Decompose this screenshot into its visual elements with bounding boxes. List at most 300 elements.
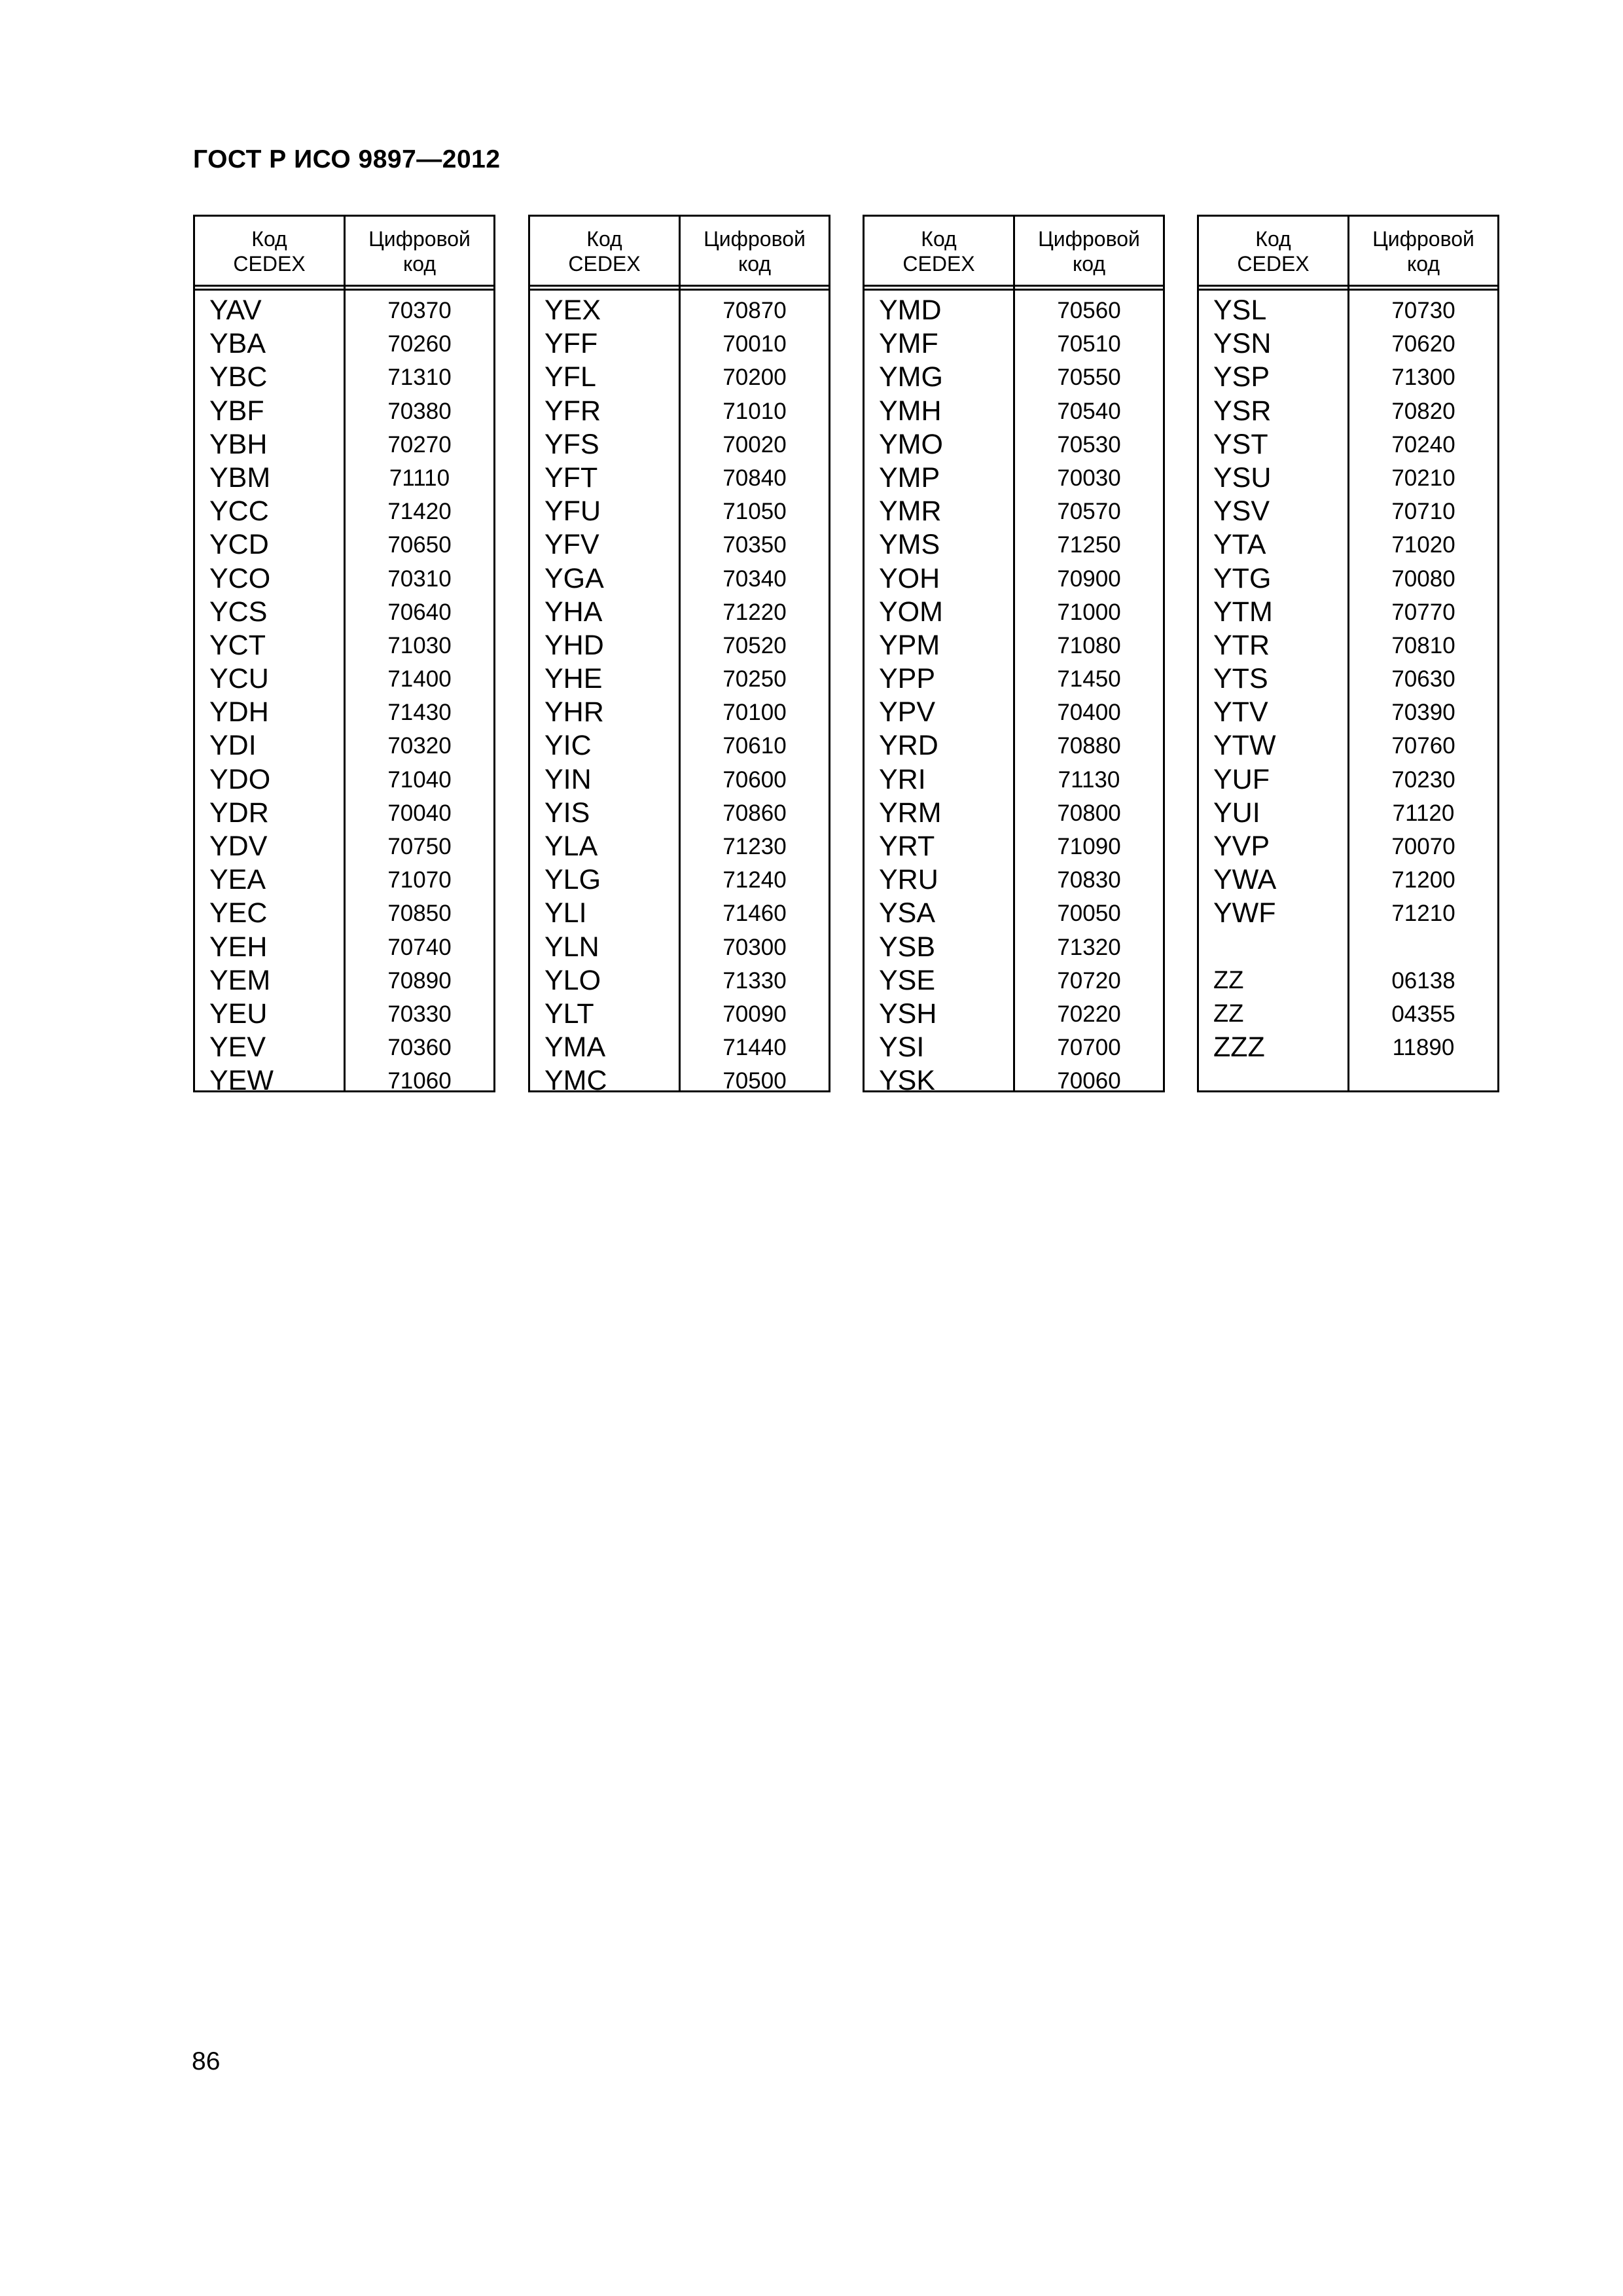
numeric-code: 70310: [387, 565, 452, 592]
numeric-code: 70710: [1391, 499, 1455, 525]
numeric-code: 70640: [387, 599, 452, 625]
table-row: [1199, 897, 1497, 930]
numeric-code: 06138: [1391, 967, 1455, 994]
table-row: [1199, 528, 1497, 562]
numeric-code: 71440: [722, 1035, 787, 1061]
numeric-code: 70740: [387, 934, 452, 960]
cedex-code: YLO: [544, 964, 601, 996]
cedex-code: YAV: [209, 295, 262, 326]
table-row: [1199, 294, 1497, 327]
cedex-code: YBF: [209, 395, 264, 427]
cedex-code: YFL: [544, 361, 596, 393]
cedex-code: YCS: [209, 596, 268, 628]
cedex-code: YSI: [879, 1031, 925, 1064]
numeric-code: 70060: [1057, 1068, 1121, 1094]
table-row: [195, 361, 493, 394]
table-row: [530, 830, 829, 863]
table-row: [865, 729, 1163, 762]
cedex-code: YEM: [209, 964, 271, 996]
table-row: [530, 428, 829, 461]
numeric-code: 70050: [1057, 901, 1121, 927]
table-row: [1199, 696, 1497, 729]
cedex-code: YMP: [879, 461, 940, 493]
table-row: [195, 562, 493, 596]
cedex-code: YCD: [209, 529, 269, 561]
table-row: [195, 797, 493, 830]
numeric-code: 71050: [722, 499, 787, 525]
cedex-code: YMS: [879, 529, 940, 561]
numeric-code: 70400: [1057, 700, 1121, 726]
cedex-code: YSU: [1213, 461, 1272, 493]
numeric-code: 70840: [722, 465, 787, 491]
cedex-code: ZZ: [1213, 999, 1244, 1028]
numeric-code: 70630: [1391, 666, 1455, 692]
table-row: [865, 528, 1163, 562]
cedex-code: YST: [1213, 428, 1268, 460]
table-row: [530, 931, 829, 964]
cedex-code: YGA: [544, 562, 604, 594]
table-row: [865, 696, 1163, 729]
cedex-code: YCU: [209, 663, 269, 695]
numeric-code: 04355: [1391, 1001, 1455, 1027]
table-row: [530, 461, 829, 495]
numeric-code: 71120: [1392, 800, 1455, 826]
cedex-code: YCO: [209, 562, 271, 594]
numeric-code: 71220: [722, 599, 787, 625]
numeric-code: 70080: [1391, 565, 1455, 592]
numeric-code: 71020: [1391, 532, 1455, 558]
cedex-code: YDI: [209, 730, 257, 762]
numeric-code: 70520: [722, 632, 787, 658]
numeric-code: 70530: [1057, 431, 1121, 457]
cedex-code: YEV: [209, 1031, 266, 1064]
table-row: [195, 964, 493, 997]
cedex-code: YEW: [209, 1065, 274, 1097]
table-row: [1199, 1031, 1497, 1064]
numeric-code: 70350: [722, 532, 787, 558]
numeric-code: 70560: [1057, 298, 1121, 323]
numeric-code: 71300: [1391, 365, 1455, 391]
header-cedex-code: Код CEDEX: [568, 227, 641, 276]
table-rows: [1199, 294, 1497, 1064]
numeric-code: 71040: [387, 766, 452, 793]
header-numeric-code: Цифровой код: [368, 227, 471, 276]
cedex-code: YRT: [879, 831, 935, 862]
cedex-code: YFT: [544, 461, 598, 493]
cedex-code: YTA: [1213, 529, 1266, 561]
table-row: [530, 662, 829, 696]
numeric-code: 70240: [1391, 431, 1455, 457]
table-row: [530, 562, 829, 596]
cedex-code: YTG: [1213, 562, 1272, 594]
table-row: [865, 596, 1163, 629]
cedex-code: YRM: [879, 797, 942, 829]
table-row: [530, 327, 829, 361]
cedex-code: YOM: [879, 596, 943, 628]
cedex-code: ZZZ: [1213, 1031, 1265, 1064]
numeric-code: 71460: [722, 901, 787, 927]
header-numeric-code: Цифровой код: [1038, 227, 1140, 276]
numeric-code: 71210: [1391, 901, 1455, 927]
table-row: [195, 528, 493, 562]
numeric-code: 71060: [387, 1068, 452, 1094]
numeric-code: 70340: [722, 565, 787, 592]
numeric-code: 70610: [722, 733, 787, 759]
table-row: [195, 495, 493, 528]
cedex-code: YMC: [544, 1065, 607, 1097]
numeric-code: 70570: [1057, 499, 1121, 525]
table-row: [1199, 495, 1497, 528]
cedex-code: YOH: [879, 562, 940, 594]
numeric-code: 71010: [722, 398, 787, 424]
cedex-code: YSL: [1213, 295, 1267, 326]
table-row: [1199, 395, 1497, 428]
cedex-code: YRU: [879, 864, 938, 896]
numeric-code: 70760: [1391, 733, 1455, 759]
cedex-code: YFS: [544, 428, 599, 460]
numeric-code: 70700: [1057, 1035, 1121, 1061]
cedex-code: YTV: [1213, 696, 1268, 728]
cedex-code: ZZ: [1213, 966, 1244, 994]
table-row: [865, 294, 1163, 327]
cedex-code: YSH: [879, 997, 937, 1030]
table-row: [530, 997, 829, 1031]
numeric-code: 70300: [722, 934, 787, 960]
numeric-code: 70330: [387, 1001, 452, 1027]
numeric-code: 70250: [722, 666, 787, 692]
numeric-code: 70270: [387, 431, 452, 457]
cedex-code: YCC: [209, 495, 269, 528]
cedex-code: YTW: [1213, 730, 1276, 762]
code-table-2: [528, 215, 830, 1097]
numeric-code: 71080: [1057, 632, 1121, 658]
cedex-code: YEH: [209, 931, 268, 963]
numeric-code: 71090: [1057, 834, 1121, 859]
table-row: [195, 294, 493, 327]
numeric-code: 70750: [387, 834, 452, 859]
table-row: [865, 763, 1163, 797]
table-row: [530, 696, 829, 729]
cedex-code: YPP: [879, 663, 936, 695]
numeric-code: 71420: [387, 499, 452, 525]
table-row: [195, 997, 493, 1031]
header-cedex-code: Код CEDEX: [233, 227, 306, 276]
cedex-code: YTS: [1213, 663, 1268, 695]
table-row: [1199, 361, 1497, 394]
table-row: [530, 294, 829, 327]
numeric-code: 70260: [387, 331, 452, 357]
table-row: [865, 964, 1163, 997]
numeric-code: 71000: [1057, 599, 1121, 625]
cedex-code: YMO: [879, 428, 943, 460]
table-row: [530, 964, 829, 997]
table-row: [530, 797, 829, 830]
table-row: [865, 428, 1163, 461]
table-row: [195, 696, 493, 729]
numeric-code: 70810: [1391, 632, 1455, 658]
table-row: [530, 361, 829, 394]
numeric-code: 71430: [387, 700, 452, 726]
cedex-code: YMH: [879, 395, 942, 427]
numeric-code: 70320: [387, 733, 452, 759]
cedex-code: YUF: [1213, 763, 1270, 795]
table-row: [1199, 964, 1497, 997]
table-row: [195, 662, 493, 696]
cedex-code: YMF: [879, 328, 938, 360]
cedex-code: YVP: [1213, 831, 1270, 862]
table-row: [865, 629, 1163, 662]
cedex-code: YLG: [544, 864, 601, 896]
numeric-code: 70900: [1057, 565, 1121, 592]
cedex-code: YFF: [544, 328, 598, 360]
numeric-code: 70010: [722, 331, 787, 357]
numeric-code: 70200: [722, 365, 787, 391]
cedex-code: YDH: [209, 696, 269, 728]
numeric-code: 70100: [722, 700, 787, 726]
cedex-code: YFR: [544, 395, 601, 427]
cedex-code: YEC: [209, 897, 268, 929]
table-row: [195, 428, 493, 461]
numeric-code: 71330: [722, 967, 787, 994]
table-row: [195, 629, 493, 662]
table-row: [865, 931, 1163, 964]
table-row: [865, 562, 1163, 596]
cedex-code: YBA: [209, 328, 266, 360]
cedex-code: YSB: [879, 931, 936, 963]
table-row: [195, 327, 493, 361]
numeric-code: 70380: [387, 398, 452, 424]
cedex-code: YBC: [209, 361, 268, 393]
cedex-code: YSN: [1213, 328, 1272, 360]
numeric-code: 70770: [1391, 599, 1455, 625]
numeric-code: 71250: [1057, 532, 1121, 558]
numeric-code: 70620: [1391, 331, 1455, 357]
table-row: [530, 729, 829, 762]
numeric-code: 71310: [387, 365, 452, 391]
cedex-code: YLT: [544, 997, 594, 1030]
cedex-code: YLI: [544, 897, 587, 929]
numeric-code: 70650: [387, 532, 452, 558]
header-double-rule: [1199, 285, 1497, 291]
numeric-code: 70540: [1057, 398, 1121, 424]
cedex-code: YRD: [879, 730, 938, 762]
table-row: [195, 729, 493, 762]
cedex-code: YIN: [544, 763, 592, 795]
page-number: 86: [192, 2047, 221, 2075]
numeric-code: 70890: [387, 967, 452, 994]
cedex-code: YCT: [209, 629, 266, 661]
table-row: [530, 1064, 829, 1098]
numeric-code: 70370: [387, 298, 452, 323]
numeric-code: 70820: [1391, 398, 1455, 424]
numeric-code: 71070: [387, 867, 452, 893]
cedex-code: YIC: [544, 730, 592, 762]
numeric-code: 70880: [1057, 733, 1121, 759]
table-row: [530, 495, 829, 528]
cedex-code: YSA: [879, 897, 936, 929]
header-cedex-code: Код CEDEX: [902, 227, 975, 276]
cedex-code: YDV: [209, 831, 268, 862]
table-row: [1199, 931, 1497, 964]
cedex-code: YBM: [209, 461, 271, 493]
code-table-4: [1197, 215, 1499, 1092]
table-row: [865, 1064, 1163, 1098]
table-row: [865, 1031, 1163, 1064]
table-row: [1199, 763, 1497, 797]
cedex-code: YWA: [1213, 864, 1277, 896]
table-row: [195, 1031, 493, 1064]
numeric-code: 71450: [1057, 666, 1121, 692]
table-row: [865, 395, 1163, 428]
table-row: [195, 897, 493, 930]
numeric-code: 70830: [1057, 867, 1121, 893]
numeric-code: 70500: [722, 1068, 787, 1094]
numeric-code: 70600: [722, 766, 787, 793]
table-row: [865, 495, 1163, 528]
numeric-code: 70860: [722, 800, 787, 826]
table-row: [865, 830, 1163, 863]
numeric-code: 70090: [722, 1001, 787, 1027]
header-numeric-code: Цифровой код: [704, 227, 806, 276]
header-double-rule: [865, 285, 1163, 291]
cedex-code: YHR: [544, 696, 604, 728]
numeric-code: 70220: [1057, 1001, 1121, 1027]
table-row: [865, 461, 1163, 495]
table-row: [865, 327, 1163, 361]
numeric-code: 70720: [1057, 967, 1121, 994]
numeric-code: 71320: [1057, 934, 1121, 960]
table-row: [530, 763, 829, 797]
numeric-code: 71400: [387, 666, 452, 692]
table-row: [1199, 997, 1497, 1031]
table-row: [865, 361, 1163, 394]
numeric-code: 70230: [1391, 766, 1455, 793]
cedex-code: YSR: [1213, 395, 1272, 427]
numeric-code: 70030: [1057, 465, 1121, 491]
table-row: [195, 763, 493, 797]
numeric-code: 70040: [387, 800, 452, 826]
table-row: [530, 1031, 829, 1064]
cedex-code: YLA: [544, 831, 598, 862]
cedex-code: YIS: [544, 797, 590, 829]
table-row: [530, 596, 829, 629]
numeric-code: 71240: [722, 867, 787, 893]
table-row: [530, 395, 829, 428]
cedex-code: YHD: [544, 629, 604, 661]
cedex-code: YDR: [209, 797, 269, 829]
cedex-code: YLN: [544, 931, 599, 963]
table-row: [1199, 461, 1497, 495]
header-cedex-code: Код CEDEX: [1237, 227, 1310, 276]
header-double-rule: [195, 285, 493, 291]
cedex-code: YWF: [1213, 897, 1276, 929]
numeric-code: 71030: [387, 632, 452, 658]
cedex-code: YHA: [544, 596, 603, 628]
numeric-code: 70550: [1057, 365, 1121, 391]
table-row: [1199, 729, 1497, 762]
table-row: [865, 797, 1163, 830]
cedex-code: YTR: [1213, 629, 1270, 661]
table-row: [1199, 629, 1497, 662]
cedex-code: YEX: [544, 295, 601, 326]
table-rows: [195, 294, 493, 1098]
cedex-code: YFU: [544, 495, 601, 528]
table-row: [1199, 596, 1497, 629]
numeric-code: 70800: [1057, 800, 1121, 826]
header-double-rule: [530, 285, 829, 291]
table-row: [195, 931, 493, 964]
numeric-code: 70070: [1391, 834, 1455, 859]
cedex-code: YUI: [1213, 797, 1260, 829]
cedex-code: YDO: [209, 763, 271, 795]
numeric-code: 70510: [1057, 331, 1121, 357]
numeric-code: 70020: [722, 431, 787, 457]
table-row: [195, 461, 493, 495]
numeric-code: 71110: [389, 465, 450, 491]
cedex-code: YMA: [544, 1031, 606, 1064]
table-row: [195, 596, 493, 629]
table-row: [530, 528, 829, 562]
numeric-code: 70210: [1391, 465, 1455, 491]
table-row: [1199, 562, 1497, 596]
cedex-code: YPM: [879, 629, 940, 661]
table-row: [195, 830, 493, 863]
cedex-code: YSV: [1213, 495, 1270, 528]
cedex-code: YBH: [209, 428, 268, 460]
cedex-code: YMD: [879, 295, 942, 326]
table-row: [1199, 327, 1497, 361]
table-row: [1199, 863, 1497, 897]
numeric-code: 70360: [387, 1035, 452, 1061]
table-row: [1199, 662, 1497, 696]
numeric-code: 71230: [722, 834, 787, 859]
header-numeric-code: Цифровой код: [1372, 227, 1474, 276]
table-row: [1199, 428, 1497, 461]
numeric-code: 70730: [1391, 298, 1455, 323]
table-row: [1199, 830, 1497, 863]
table-row: [195, 1064, 493, 1098]
cedex-code: YMG: [879, 361, 943, 393]
table-row: [865, 997, 1163, 1031]
table-row: [530, 629, 829, 662]
table-row: [865, 863, 1163, 897]
table-row: [530, 897, 829, 930]
cedex-code: YSP: [1213, 361, 1270, 393]
cedex-code: YRI: [879, 763, 926, 795]
code-table-1: [193, 215, 495, 1097]
table-row: [1199, 797, 1497, 830]
cedex-code: YMR: [879, 495, 942, 528]
cedex-code: YSK: [879, 1065, 936, 1097]
cedex-code: YPV: [879, 696, 936, 728]
cedex-code: YEA: [209, 864, 266, 896]
table-row: [530, 863, 829, 897]
table-row: [195, 395, 493, 428]
cedex-code: YSE: [879, 964, 936, 996]
code-table-3: [863, 215, 1165, 1097]
numeric-code: 71130: [1058, 766, 1120, 793]
table-row: [865, 897, 1163, 930]
numeric-code: 11890: [1392, 1035, 1455, 1061]
numeric-code: 70870: [722, 298, 787, 323]
numeric-code: 71200: [1391, 867, 1455, 893]
table-rows: [865, 294, 1163, 1098]
cedex-code: YHE: [544, 663, 603, 695]
document-header: ГОСТ Р ИСО 9897—2012: [193, 145, 501, 173]
numeric-code: 70390: [1391, 700, 1455, 726]
table-row: [865, 662, 1163, 696]
table-row: [195, 863, 493, 897]
